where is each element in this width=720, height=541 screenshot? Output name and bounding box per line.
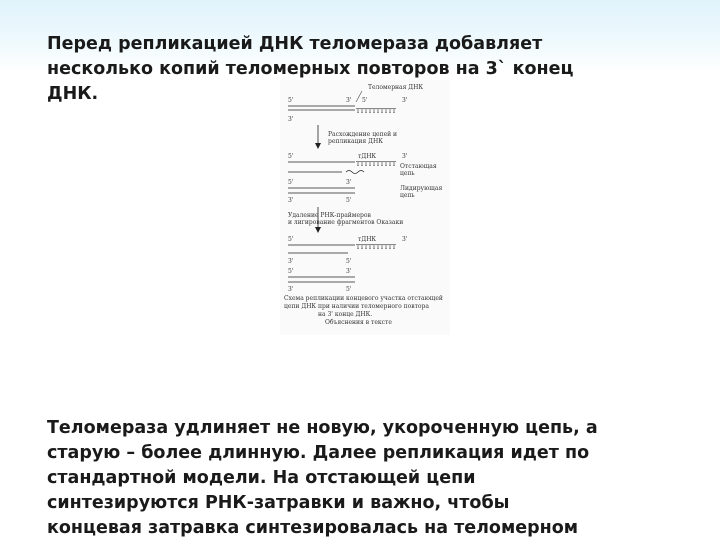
fig-repeats: ТТТТТТТТТТ	[356, 108, 397, 115]
fig-end-label: 5'	[288, 236, 294, 243]
fig-rna-primer	[346, 171, 364, 174]
fig-end-label: 5'	[346, 197, 352, 204]
fig-end-label: 5'	[362, 97, 368, 104]
fig-end-label: 3'	[288, 258, 294, 265]
fig-end-label: 5'	[288, 268, 294, 275]
fig-end-label: 3'	[288, 197, 294, 204]
fig-lagging-line1: Отстающая	[400, 163, 437, 170]
fig-step2-line1: Удаление РНК-праймеров	[288, 212, 371, 219]
fig-telomeric-dna-label: Теломерная ДНК	[368, 84, 424, 91]
fig-end-label: 5'	[288, 153, 294, 160]
fig-arrowhead	[315, 143, 321, 149]
fig-step1-line2: репликация ДНК	[328, 138, 383, 145]
fig-end-label: 3'	[288, 116, 294, 123]
fig-end-label: 5'	[288, 97, 294, 104]
fig-end-label: 3'	[402, 236, 408, 243]
fig-end-label: 3'	[346, 97, 352, 104]
fig-lagging-line2: цепь	[400, 170, 415, 177]
fig-end-label: 5'	[288, 179, 294, 186]
fig-caption-line1: Схема репликации концевого участка отстающей	[284, 295, 443, 302]
fig-tdna-label: тДНК	[358, 236, 377, 243]
slide-bottom-text: Теломераза удлиняет не новую, укороченную цепь, а старую – более длинную. Далее репликация идет по стандартной модели. На отстающей цепи синтезируются РНК-затравки и важно, чтобы концевая затравка синтезировалась на теломерном	[47, 418, 598, 538]
fig-caption-line3: на 3' конце ДНК.	[318, 311, 373, 318]
fig-end-label: 3'	[402, 97, 408, 104]
fig-repeats: ТТТТТТТТТТ	[356, 161, 397, 168]
fig-arrowhead	[315, 227, 321, 233]
slide-top-text: Перед репликацией ДНК теломераза добавляет несколько копий теломерных повторов на 3` конец ДНК.	[47, 34, 574, 104]
fig-caption-line2: цепи ДНК при наличии теломерного повтора	[284, 303, 429, 310]
fig-repeats: ТТТТТТТТТТ	[356, 244, 397, 251]
fig-leading-line2: цепь	[400, 192, 415, 199]
fig-step1-line1: Расхождение цепей и	[328, 131, 398, 138]
fig-end-label: 5'	[346, 258, 352, 265]
fig-caption-line4: Объяснения в тексте	[325, 319, 392, 326]
fig-step2-line2: и лигирование фрагментов Оказаки	[288, 219, 404, 226]
fig-end-label: 3'	[402, 153, 408, 160]
fig-end-label: 3'	[288, 286, 294, 293]
telomere-diagram	[280, 80, 450, 335]
fig-end-label: 3'	[346, 179, 352, 186]
fig-tdna-label: тДНК	[358, 153, 377, 160]
fig-leading-line1: Лидирующая	[400, 185, 443, 192]
telomere-replication-figure	[280, 80, 450, 335]
fig-end-label: 3'	[346, 268, 352, 275]
fig-end-label: 5'	[346, 286, 352, 293]
